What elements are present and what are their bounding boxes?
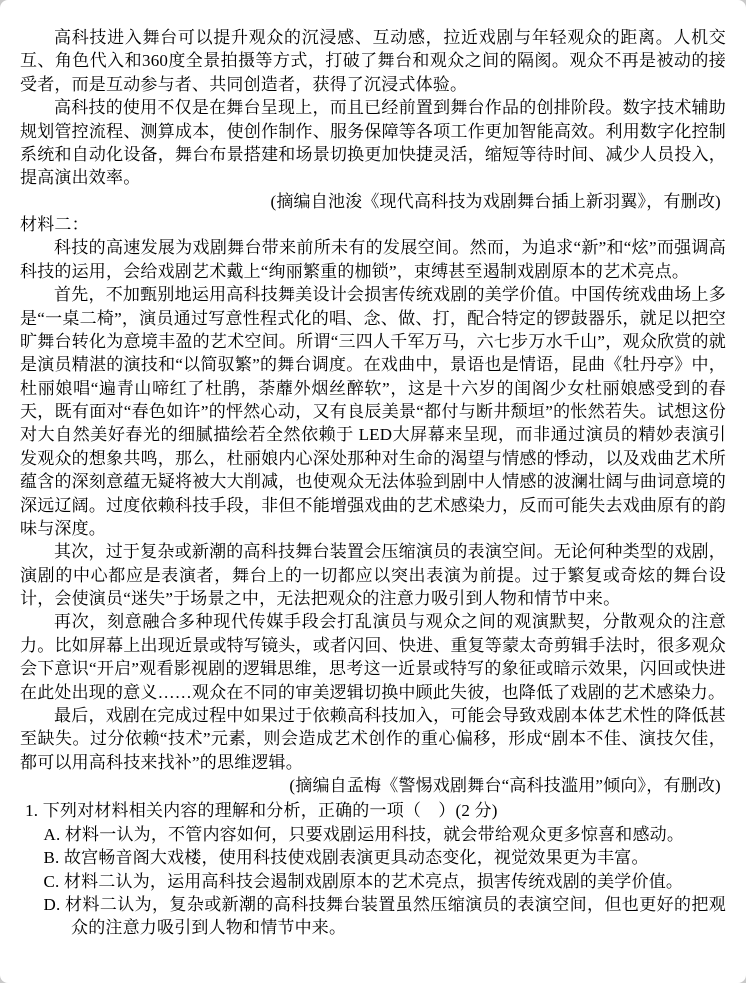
paragraph-material1-3: 高科技进入舞台可以提升观众的沉浸感、互动感，拉近戏剧与年轻观众的距离。人机交互、角色代入和360度全景拍摄等方式，打破了舞台和观众之间的隔阂。观众不再是被动的接受者，而是互动参与者、共同创造者，获得了沉浸式体验。 (20, 28, 726, 94)
attribution-material-1: (摘编自池浚《现代高科技为戏剧舞台插上新羽翼》，有删改) (270, 191, 721, 211)
question-1-option-a: A. 材料一认为，不管内容如何，只要戏剧运用科技，就会带给观众更多惊喜和感动。 (43, 824, 685, 844)
paragraph-material1-4: 高科技的使用不仅是在舞台呈现上，而且已经前置到舞台作品的创排阶段。数字技术辅助规划管控流程、测算成本，使创作制作、服务保障等各项工作更加智能高效。利用数字化控制系统和自动化设备，舞台布景搭建和场景切换更加快捷灵活，缩短等待时间、减少人员投入，提高演出效率。 (20, 98, 726, 188)
paragraph-material2-first: 首先，不加甄别地运用高科技舞美设计会损害传统戏剧的美学价值。中国传统戏曲场上多是“一桌二椅”，演员通过写意性程式化的唱、念、做、打，配合特定的锣鼓器乐，就足以把空旷舞台转化为意境丰盈的艺术空间。所谓“三四人千军万马，六七步万水千山”，观众欣赏的就是演员精湛的演技和“以简驭繁”的舞台调度。在戏曲中，景语也是情语，昆曲《牡丹亭》中，杜丽娘唱“遍青山啼红了杜鹃，荼蘼外烟丝醉软”，这是十六岁的闺阁少女杜丽娘感受到的春天，既有面对“春色如许”的怦然心动，又有良辰美景“都付与断井颓垣”的怅然若失。试想这份对大自然美好春光的细腻描绘若全然依赖于 LED大屏幕来呈现，而非通过演员的精妙表演引发观众的想象共鸣，那么，杜丽娘内心深处那种对生命的渴望与情感的悸动，以及戏曲艺术所蕴含的深刻意蕴无疑将被大大削减，也使观众无法体验到剧中人情感的波澜壮阔与曲词意境的深远辽阔。过度依赖科技手段，非但不能增强戏曲的艺术感染力，反而可能失去戏曲原有的韵味与深度。 (20, 285, 726, 538)
paragraph-material2-second: 其次，过于复杂或新潮的高科技舞台装置会压缩演员的表演空间。无论何种类型的戏剧，演剧的中心都应是表演者，舞台上的一切都应以突出表演为前提。过于繁复或奇炫的舞台设计，会使演员“迷失”于场景之中，无法把观众的注意力吸引到人物和情节中来。 (20, 542, 726, 608)
material-2-label: 材料二： (20, 215, 89, 234)
paragraph-material2-third: 再次，刻意融合多种现代传媒手段会打乱演员与观众之间的观演默契，分散观众的注意力。比如屏幕上出现近景或特写镜头，或者闪回、快进、重复等蒙太奇剪辑手法时，很多观众会下意识“开启”观看影视剧的逻辑思维，思考这一近景或特写的象征或暗示效果，闪回或快进在此处出现的意义……观众在不同的审美逻辑切换中顾此失彼，也降低了戏剧的艺术感染力。 (20, 612, 726, 702)
question-1-option-d: D. 材料二认为，复杂或新潮的高科技舞台装置虽然压缩演员的表演空间，但也更好的把观众的注意力吸引到人物和情节中来。 (43, 894, 726, 938)
question-1-option-c: C. 材料二认为，运用高科技会遏制戏剧原本的艺术亮点，损害传统戏剧的美学价值。 (43, 871, 684, 891)
paragraph-material2-intro: 科技的高速发展为戏剧舞台带来前所未有的发展空间。然而，为追求“新”和“炫”而强调高科技的运用，会给戏剧艺术戴上“绚丽繁重的枷锁”，束缚甚至遏制戏剧原本的艺术亮点。 (20, 238, 726, 281)
attribution-material-2: (摘编自孟梅《警惕戏剧舞台“高科技滥用”倾向》，有删改) (289, 776, 721, 795)
paragraph-material2-last: 最后，戏剧在完成过程中如果过于依赖高科技加入，可能会导致戏剧本体艺术性的降低甚至缺失。过分依赖“技术”元素，则会造成艺术创作的重心偏移，形成“剧本不佳、演技欠佳，都可以用高科技来找补”的思维逻辑。 (20, 705, 726, 772)
question-1: 1. 下列对材料相关内容的理解和分析，正确的一项（ ）(2 分) (25, 801, 498, 821)
question-1-option-b: B. 故宫畅音阁大戏楼，使用科技使戏剧表演更具动态变化，视觉效果更为丰富。 (43, 848, 649, 868)
